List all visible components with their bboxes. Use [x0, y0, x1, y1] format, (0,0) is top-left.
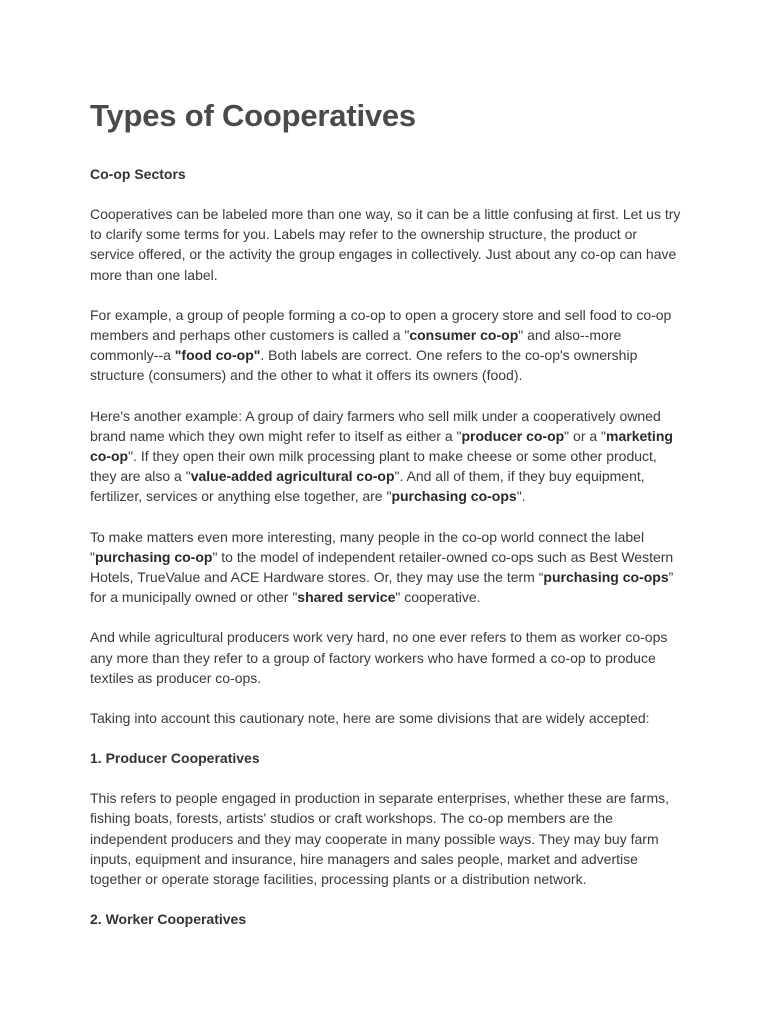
paragraph-food-co-op-example: For example, a group of people forming a co-op to open a grocery store and sell food to co-op members and perhaps other customers is called a "consumer co-op" and also--more commonly--a "food co-op". Both labels are correct. One refers to the co-op's ownership structure (consumers) and the other to what it offers its owners (food). — [90, 306, 672, 384]
bold-term: "food co-op" — [174, 347, 261, 364]
section-heading-producer-cooperatives: 1. Producer Cooperatives — [90, 750, 260, 767]
paragraph-producer-cooperatives: This refers to people engaged in production in separate enterprises, whether these are farms, fishing boats, forests, artists' studios or craft workshops. The co-op members are the independent producers and they may cooperate in many possible ways. They may buy farm inputs, equipment and insurance, hire managers and sales people, market and advertise together or operate storage facilities, processing plants or a distribution network. — [90, 790, 669, 888]
section-heading-worker-cooperatives: 2. Worker Cooperatives — [90, 911, 247, 928]
bold-term: value-added agricultural co-op — [190, 468, 395, 485]
bold-term: marketing co-op — [90, 427, 673, 465]
bold-term: shared service — [297, 589, 396, 606]
bold-term: producer co-op — [461, 427, 565, 444]
document-page — [90, 96, 682, 949]
section-heading-co-op-sectors: Co-op Sectors — [90, 166, 186, 182]
paragraph-purchasing-co-op: To make matters even more interesting, many people in the co-op world connect the label "purchasing co-op" to the model of independent retailer-owned co-ops such as Best Western Hotels, TrueValue and ACE Hardware stores. Or, they may use the term “purchasing co-ops” for a municipally owned or other "shared service" cooperative. — [90, 528, 674, 606]
paragraph-divisions-intro: Taking into account this cautionary note, here are some divisions that are widely accepted: — [90, 710, 650, 727]
bold-term: consumer co-op — [409, 327, 519, 344]
bold-term: purchasing co-ops — [543, 569, 669, 586]
bold-term: purchasing co-op — [94, 548, 213, 565]
bold-term: purchasing co-ops — [391, 488, 517, 505]
paragraph-dairy-example: Here's another example: A group of dairy farmers who sell milk under a cooperatively owned brand name which they own might refer to itself as either a "producer co-op" or a "marketing co-op". If they open their own milk processing plant to make cheese or some other product, they are also a "value-added agricultural co-op". And all of them, if they buy equipment, fertilizer, services or anything else together, are "purchasing co-ops". — [90, 407, 673, 505]
paragraph-worker-co-op-note: And while agricultural producers work very hard, no one ever refers to them as worker co-ops any more than they refer to a group of factory workers who have formed a co-op to produce textiles as producer co-ops. — [90, 629, 668, 686]
page-title: Types of Cooperatives — [90, 98, 416, 133]
paragraph-intro: Cooperatives can be labeled more than one way, so it can be a little confusing at first. Let us try to clarify some terms for you. Labels may refer to the ownership structure, the product or service offered, or the activity the group engages in collectively. Just about any co-op can have more than one label. — [90, 206, 681, 283]
